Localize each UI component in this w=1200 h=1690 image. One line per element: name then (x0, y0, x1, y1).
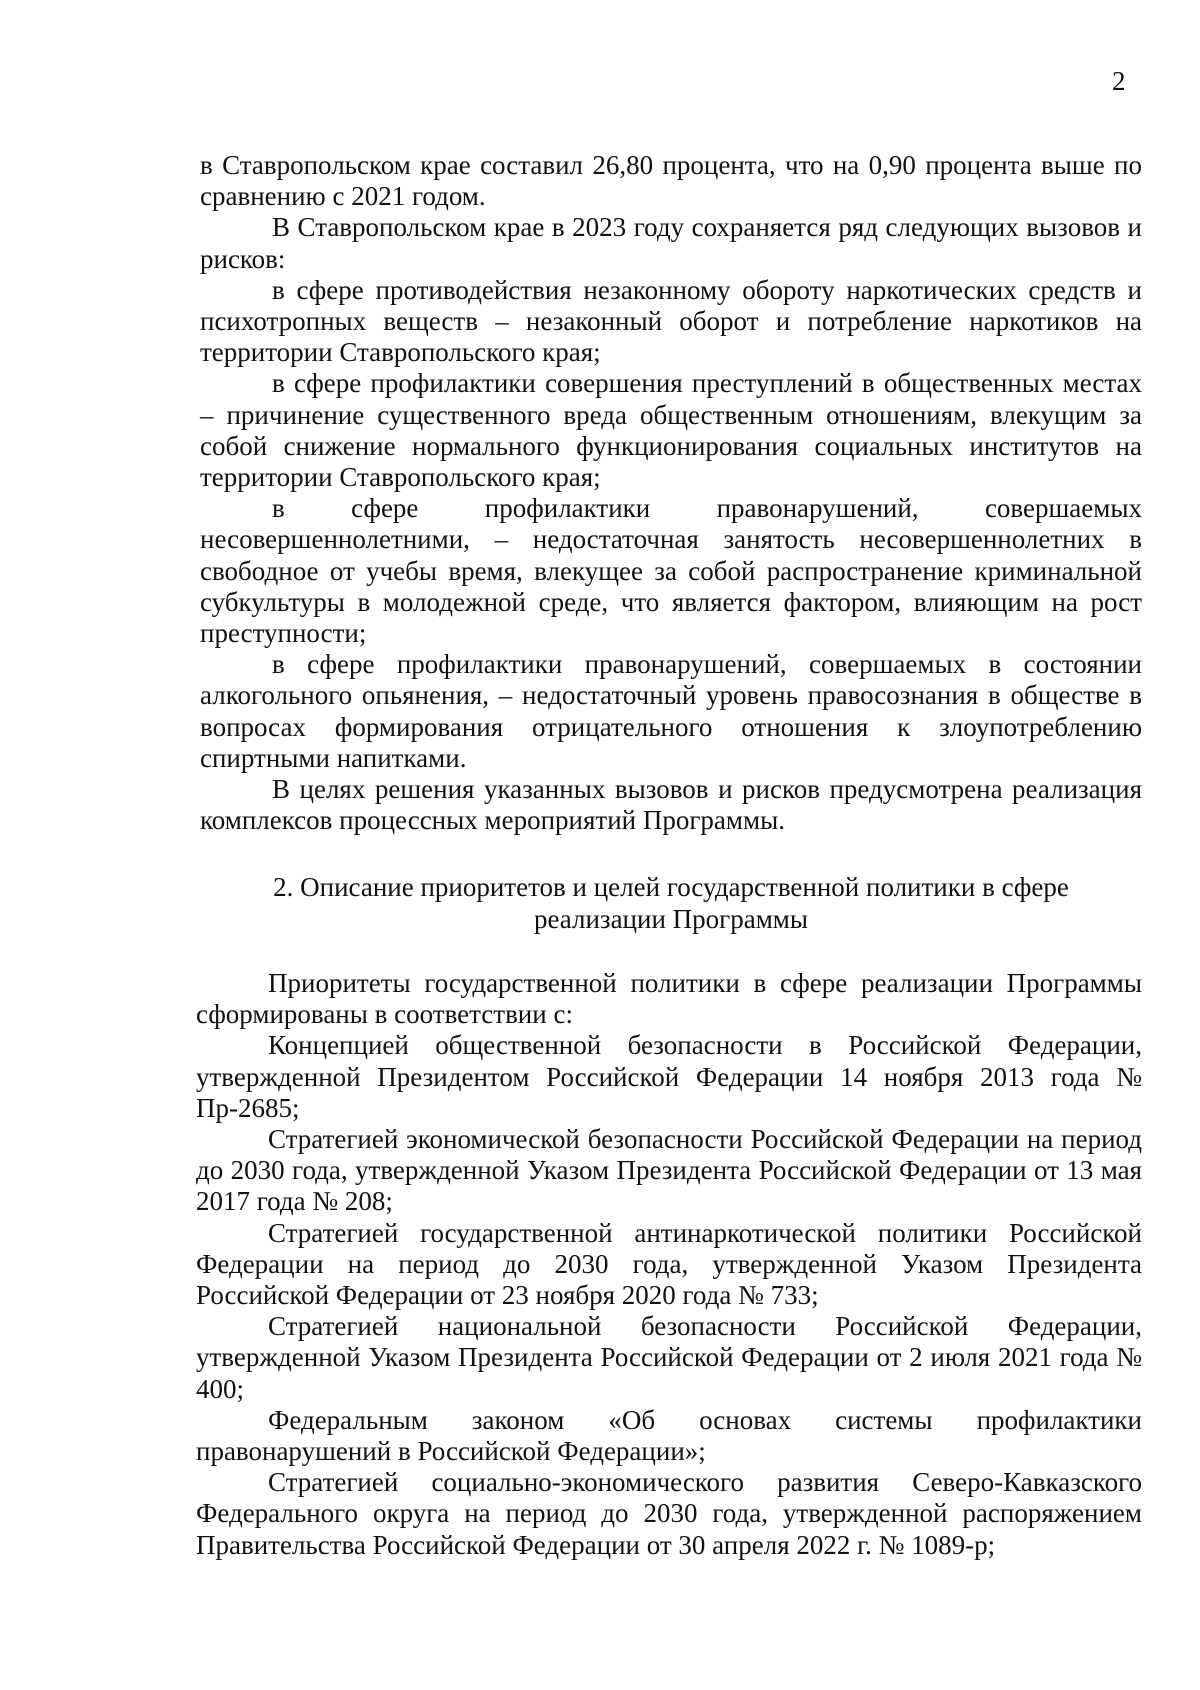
paragraph-drug-risk: в сфере противодействия незаконному обороту наркотических средств и психотропных веществ – незаконный оборот и потребление наркотиков на территории Ставропольского края; (200, 274, 1142, 368)
paragraph-alcohol-risk: в сфере профилактики правонарушений, совершаемых в состоянии алкогольного опьянения, – недостаточный уровень правосознания в обществе в вопросах формирования отрицательного отношения к злоупотреблению спиртными напитками. (200, 649, 1142, 773)
section-challenges-and-risks (200, 150, 1142, 977)
paragraph-north-caucasus-strategy: Стратегией социально-экономического развития Северо-Кавказского Федерального округа на период до 2030 года, утвержденной распоряжением Правительства Российской Федерации от 30 апреля 2022 г. № 1089-р; (196, 1467, 1142, 1560)
paragraph-minors-risk: в сфере профилактики правонарушений, совершаемых несовершеннолетними, – недостаточная занятость несовершеннолетних в свободное от учебы время, влекущее за собой распространение криминальной субкультуры в молодежной среде, что является фактором, влияющим на рост преступности; (200, 493, 1142, 649)
paragraph-priorities-intro: Приоритеты государственной политики в сфере реализации Программы сформированы в соответствии с: (196, 968, 1142, 1030)
paragraph-concept-public-security: Концепцией общественной безопасности в Российской Федерации, утвержденной Президентом Российской Федерации 14 ноября 2013 года № Пр-2685; (196, 1030, 1142, 1123)
paragraph-federal-law: Федеральным законом «Об основах системы профилактики правонарушений в Российской Федерации»; (196, 1404, 1142, 1467)
page-number: 2 (1112, 66, 1126, 96)
section-heading (200, 872, 1142, 934)
paragraph-antidrug-strategy: Стратегией государственной антинаркотической политики Российской Федерации на период до 2030 года, утвержденной Указом Президента Российской Федерации от 23 ноября 2020 года № 733; (196, 1217, 1142, 1311)
section-heading-line-2: реализации Программы (533, 903, 809, 934)
section-policy-priorities (196, 968, 1142, 1561)
paragraph-national-security-strategy: Стратегией национальной безопасности Российской Федерации, утвержденной Указом Президента Российской Федерации от 2 июля 2021 года № 400; (196, 1311, 1142, 1404)
paragraph-economic-security-strategy: Стратегией экономической безопасности Российской Федерации на период до 2030 года, утвержденной Указом Президента Российской Федерации от 13 мая 2017 года № 208; (196, 1124, 1142, 1217)
paragraph-continuation: в Ставропольском крае составил 26,80 процента, что на 0,90 процента выше по сравнению с 2021 годом. (200, 150, 1142, 212)
paragraph-public-places-risk: в сфере профилактики совершения преступлений в общественных местах – причинение существенного вреда общественным отношениям, влекущим за собой снижение нормального функционирования социальных институтов на территории Ставропольского края; (200, 368, 1142, 493)
paragraph-risks-intro: В Ставропольском крае в 2023 году сохраняется ряд следующих вызовов и рисков: (200, 212, 1142, 274)
paragraph-measures: В целях решения указанных вызовов и рисков предусмотрена реализация комплексов процессных мероприятий Программы. (200, 774, 1142, 836)
section-heading-line-1: 2. Описание приоритетов и целей государственной политики в сфере (273, 872, 1069, 903)
